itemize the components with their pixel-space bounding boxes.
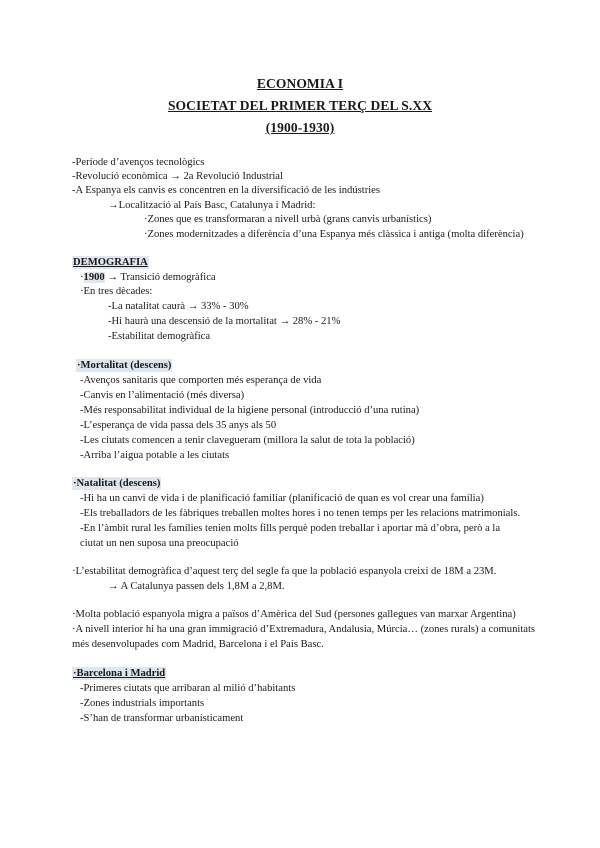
barcelona-line: -Zones industrials importants	[80, 698, 205, 709]
mortalitat-line: -Les ciutats comencen a tenir clavegueram (millora la salut de tota la població)	[80, 435, 415, 446]
demografia-line: -Estabilitat demogràfica	[108, 331, 211, 342]
mortalitat-line: -Canvis en l’alimentació (més diversa)	[80, 390, 245, 401]
title-line-2: SOCIETAT DEL PRIMER TERÇ DEL S.XX	[167, 98, 433, 113]
demografia-year-line: ·1900 → Transició demogràfica	[80, 272, 216, 283]
title-line-3: (1900-1930)	[265, 120, 335, 135]
estabilitat-line: → A Catalunya passen dels 1,8M a 2,8M.	[108, 581, 285, 592]
migracio-line: ·A nivell interior hi ha una gran immigració d’Extremadura, Andalusia, Múrcia… (zones rurals) a comunitats	[72, 624, 536, 635]
natalitat-line: -En l’àmbit rural les famílies tenien molts fills perquè poden treballar i aportar mà d’obra, però a la	[80, 523, 501, 534]
intro-line: ·Zones que es transformaran a nivell urbà (grans canvis urbanístics)	[144, 214, 432, 225]
migracio-line: més desenvolupades com Madrid, Barcelona i el País Basc.	[72, 639, 324, 650]
title-line-1: ECONOMIA I	[256, 76, 344, 91]
barcelona-line: -Primeres ciutats que arribaran al milió d’habitants	[80, 683, 296, 694]
demografia-line: ·En tres dècades:	[80, 286, 153, 297]
mortalitat-line: -Avenços sanitaris que comporten més esperança de vida	[80, 375, 322, 386]
mortalitat-line: -Arriba l’aigua potable a les ciutats	[80, 450, 230, 461]
mortalitat-line: -L’esperança de vida passa dels 35 anys als 50	[80, 420, 277, 431]
demografia-line: -La natalitat caurà → 33% - 30%	[108, 301, 249, 312]
intro-line: ·Zones modernitzades a diferència d’una Espanya més clàssica i antiga (molta diferència)	[144, 229, 524, 240]
section-heading-demografia: DEMOGRAFIA	[73, 257, 148, 268]
migracio-line: ·Molta població espanyola migra a països d’Amèrica del Sud (persones gallegues van marxar Argentina)	[72, 609, 516, 620]
subheading-barcelona-madrid: ·Barcelona i Madrid	[73, 668, 166, 679]
intro-line: -Revolució econòmica → 2a Revolució Industrial	[72, 171, 283, 182]
intro-line: -A Espanya els canvis es concentren en la diversificació de les indústries	[72, 185, 380, 196]
subheading-natalitat: ·Natalitat (descens)	[73, 478, 161, 489]
subheading-mortalitat: ·Mortalitat (descens)	[77, 360, 172, 371]
estabilitat-line: ·L’estabilitat demogràfica d’aquest terç del segle fa que la població espanyola creixi de 18M a 23M.	[72, 566, 497, 577]
natalitat-line: ciutat un nen suposa una preocupació	[80, 538, 239, 549]
intro-line: -Període d’avenços tecnològics	[72, 157, 205, 168]
demografia-line: -Hi haurà una descensió de la mortalitat → 28% - 21%	[108, 316, 341, 327]
intro-line: →Localització al País Basc, Catalunya i Madrid:	[108, 200, 316, 211]
natalitat-line: -Hi ha un canvi de vida i de planificació familiar (planificació de quan es vol crear una família)	[80, 493, 484, 504]
year-highlight: 1900	[83, 272, 105, 283]
mortalitat-line: -Més responsabilitat individual de la higiene personal (introducció d’una rutina)	[80, 405, 420, 416]
natalitat-line: -Els treballadors de les fàbriques treballen moltes hores i no tenen temps per les relacions matrimonials.	[80, 508, 521, 519]
barcelona-line: -S’han de transformar urbanísticament	[80, 713, 244, 724]
